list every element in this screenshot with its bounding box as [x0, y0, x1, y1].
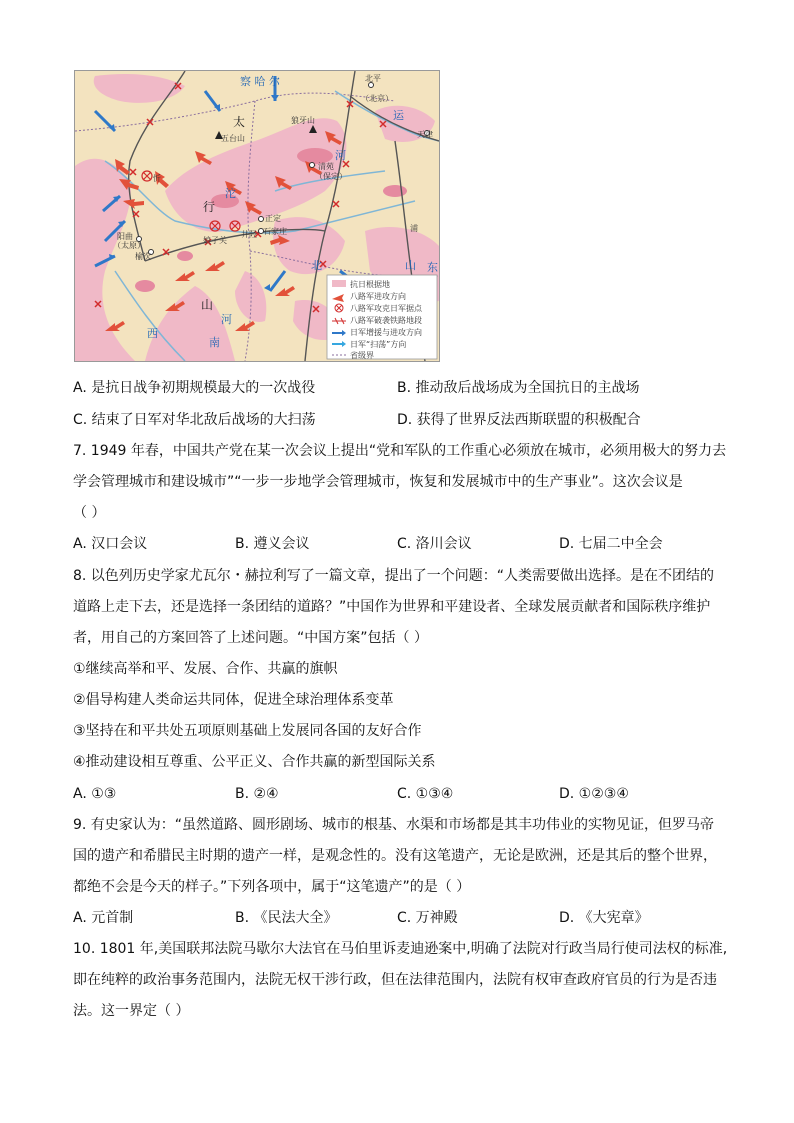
q6-option-c: C. 结束了日军对华北敌后战场的大扫荡 [73, 412, 316, 428]
q7-stem-line2: 学会管理城市和建设城市”“一步一步地学会管理城市，恢复和发展城市中的生产事业”。这次会议是 [73, 474, 683, 490]
label-shijiazhuang: 石家庄 [263, 227, 287, 236]
label-shandong-dong: 东 [427, 261, 438, 274]
label-he-lower: 河 [221, 313, 232, 326]
q8-item-3: ③坚持在和平共处五项原则基础上发展同各国的友好合作 [73, 723, 422, 739]
q9-option-b: B. 《民法大全》 [235, 910, 338, 926]
q10-stem-line1: 10. 1801 年,美国联邦法院马歇尔大法官在马伯里诉麦迪逊案中,明确了法院对行政当局行使司法权的标准, [73, 941, 728, 957]
legend-item-japanese-reinforce: 日军增援与进攻方向 [350, 328, 422, 337]
q7-option-c: C. 洛川会议 [397, 536, 472, 552]
q10-stem-line3: 法。这一界定（ ） [73, 1003, 190, 1019]
q8-stem-line3: 者，用自己的方案回答了上述问题。“中国方案”包括（ ） [73, 630, 428, 646]
q9-option-c: C. 万神殿 [397, 910, 458, 926]
label-hang: 行 [203, 200, 216, 214]
q8-item-4: ④推动建设相互尊重、公平正义、合作共赢的新型国际关系 [73, 754, 436, 770]
label-yun: 运 [393, 109, 404, 122]
battle-map-svg [75, 71, 439, 361]
label-langyashan: 狼牙山 [291, 116, 315, 125]
q8-option-c: C. ①③④ [397, 786, 454, 802]
q8-option-a: A. ①③ [73, 786, 117, 802]
label-qingyuan: 清苑 [318, 162, 334, 171]
legend-item-captured: 八路军攻克日军据点 [350, 304, 422, 313]
q6-option-a: A. 是抗日战争初期规模最大的一次战役 [73, 380, 316, 396]
label-jingxing: 井陉 [241, 230, 257, 239]
legend-item-sweep: 日军“扫荡”方向 [350, 340, 407, 349]
legend-base-area-swatch [332, 280, 346, 287]
map-legend [327, 275, 437, 360]
label-nan: 南 [209, 336, 220, 349]
q9-option-d: D. 《大宪章》 [559, 910, 649, 926]
q7-option-b: B. 遵义会议 [235, 536, 310, 552]
q8-option-d: D. ①②③④ [559, 786, 629, 802]
label-shandong-shan: 山 [405, 259, 416, 272]
label-bei: 北 [311, 259, 322, 272]
label-yangqu: 阳曲 [117, 232, 133, 241]
q6-option-d: D. 获得了世界反法西斯联盟的积极配合 [397, 412, 641, 428]
label-tuo: 沱 [225, 187, 236, 200]
q7-option-a: A. 汉口会议 [73, 536, 148, 552]
q8-stem-line2: 道路上走下去，还是选择一条团结的道路？”中国作为世界和平建设者、全球发展贡献者和国际秩序维护 [73, 599, 711, 615]
q8-item-2: ②倡导构建人类命运共同体，促进全球治理体系变革 [73, 692, 394, 708]
label-tai: 太 [233, 115, 246, 129]
label-baoding: （保定） [315, 172, 347, 181]
legend-item-province-border: 省级界 [350, 351, 374, 360]
q6-option-b: B. 推动敌后战场成为全国抗日的主战场 [397, 380, 640, 396]
label-wutaishan: 五台山 [221, 134, 245, 143]
label-yuci: 榆次 [135, 252, 151, 261]
label-xi: 西 [147, 327, 158, 340]
q8-option-b: B. ②④ [235, 786, 279, 802]
q8-item-1: ①继续高举和平、发展、合作、共赢的旗帜 [73, 661, 338, 677]
q7-stem-line1: 7. 1949 年春，中国共产党在某一次会议上提出“党和军队的工作重心必须放在城市，必须用极大的努力去 [73, 443, 727, 459]
q10-stem-line2: 即在纯粹的政治事务范围内，法院无权干涉行政，但在法律范围内，法院有权审查政府官员的行为是否违 [73, 972, 717, 988]
q9-option-a: A. 元首制 [73, 910, 134, 926]
label-chahaer: 察 哈 尔 [240, 75, 280, 88]
q8-stem-line1: 8. 以色列历史学家尤瓦尔・赫拉利写了一篇文章，提出了一个问题：“人类需要做出选择。是在不团结的 [73, 568, 715, 584]
label-taiyuan: （太原） [113, 241, 145, 250]
label-beiping: 北平 [365, 74, 381, 83]
q9-stem-line2: 国的遗产和希腊民主时期的遗产一样，是观念性的。没有这笔遗产，无论是欧洲，还是其后的整个世界， [73, 848, 717, 864]
legend-item-red-arrow: 八路军进攻方向 [350, 292, 406, 301]
legend-item-base-area: 抗日根据地 [350, 280, 390, 289]
label-shan: 山 [201, 298, 214, 312]
label-he-right: 河 [335, 149, 346, 162]
label-beijing: （北京） [361, 94, 393, 103]
legend-item-sabotage: 八路军破袭铁路地段 [350, 316, 422, 325]
q9-stem-line1: 9. 有史家认为：“虽然道路、圆形剧场、城市的根基、水渠和市场都是其丰功伟业的实物见证，但罗马帝 [73, 817, 715, 833]
label-niangziguan: 娘子关 [203, 236, 227, 245]
q9-stem-line3: 都绝不会是今天的样子。”下列各项中，属于“这笔遗产”的是（ ） [73, 879, 471, 895]
label-xin: 忻 [153, 174, 161, 183]
battle-map [74, 70, 440, 362]
label-pu: 浦 [410, 224, 418, 233]
q7-option-d: D. 七届二中全会 [559, 536, 663, 552]
label-tianjin: 天津 [417, 130, 433, 139]
label-zhengding: 正定 [265, 214, 281, 223]
q7-stem-line3: （ ） [73, 505, 106, 521]
